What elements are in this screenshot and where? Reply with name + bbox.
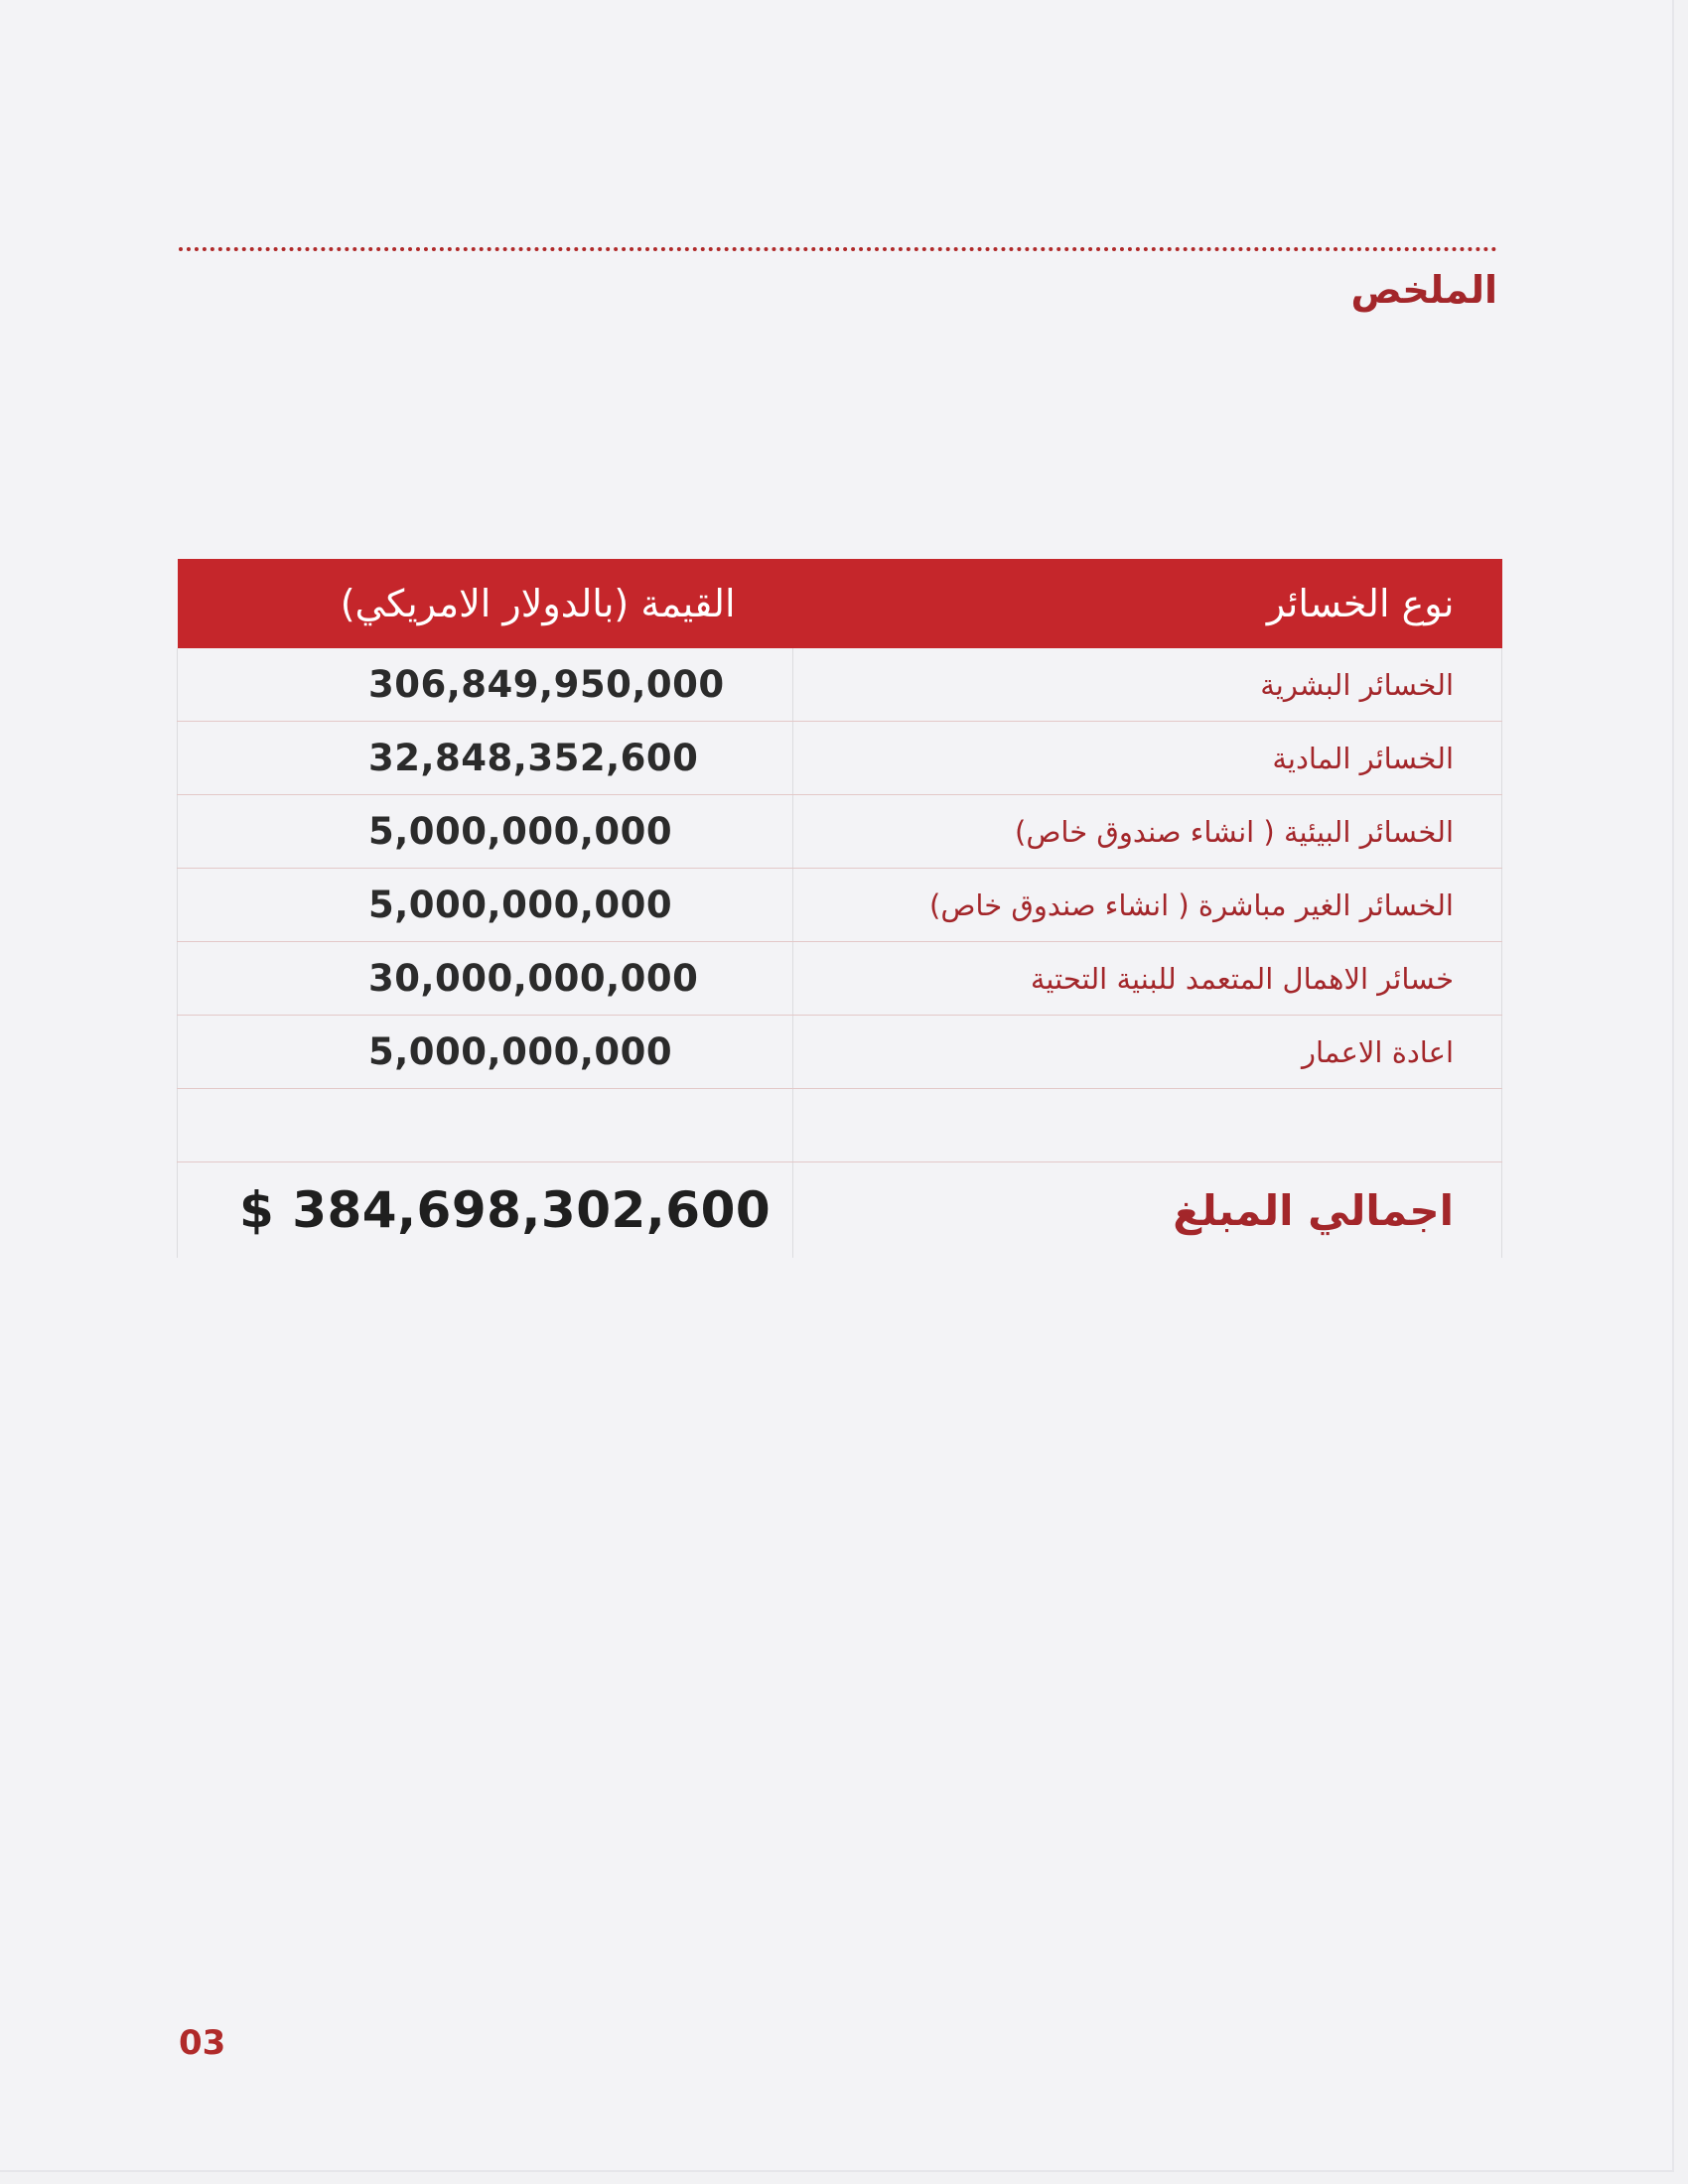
table-row	[178, 722, 1502, 795]
loss-value-cell: 32,848,352,600	[178, 722, 793, 795]
dotted-divider	[179, 247, 1497, 251]
loss-type-cell: خسائر الاهمال المتعمد للبنية التحتية	[793, 942, 1502, 1016]
page-number: 03	[179, 2023, 226, 2063]
loss-value-cell: 306,849,950,000	[178, 648, 793, 722]
loss-type-cell: الخسائر البيئية ( انشاء صندوق خاص)	[793, 795, 1502, 869]
table-row-empty	[178, 1089, 1502, 1162]
loss-type-cell	[793, 1089, 1502, 1162]
losses-summary-table	[177, 559, 1502, 1258]
total-value: $ 384,698,302,600	[178, 1162, 793, 1259]
table-row	[178, 648, 1502, 722]
header-loss-type: نوع الخسائر	[793, 559, 1502, 648]
loss-type-cell: الخسائر المادية	[793, 722, 1502, 795]
loss-type-cell: الخسائر الغير مباشرة ( انشاء صندوق خاص)	[793, 869, 1502, 942]
section-title: الملخص	[1350, 268, 1497, 312]
total-label: اجمالي المبلغ	[793, 1162, 1502, 1259]
table-row	[178, 1016, 1502, 1089]
loss-value-cell: 5,000,000,000	[178, 869, 793, 942]
loss-value-cell: 5,000,000,000	[178, 1016, 793, 1089]
loss-value-cell: 30,000,000,000	[178, 942, 793, 1016]
loss-value-cell: 5,000,000,000	[178, 795, 793, 869]
table-row	[178, 869, 1502, 942]
loss-value-cell	[178, 1089, 793, 1162]
loss-type-cell: اعادة الاعمار	[793, 1016, 1502, 1089]
table-header-row	[178, 559, 1502, 648]
total-row	[178, 1162, 1502, 1259]
table-row	[178, 942, 1502, 1016]
table-row	[178, 795, 1502, 869]
loss-type-cell: الخسائر البشرية	[793, 648, 1502, 722]
header-value: القيمة (بالدولار الامريكي)	[178, 559, 793, 648]
